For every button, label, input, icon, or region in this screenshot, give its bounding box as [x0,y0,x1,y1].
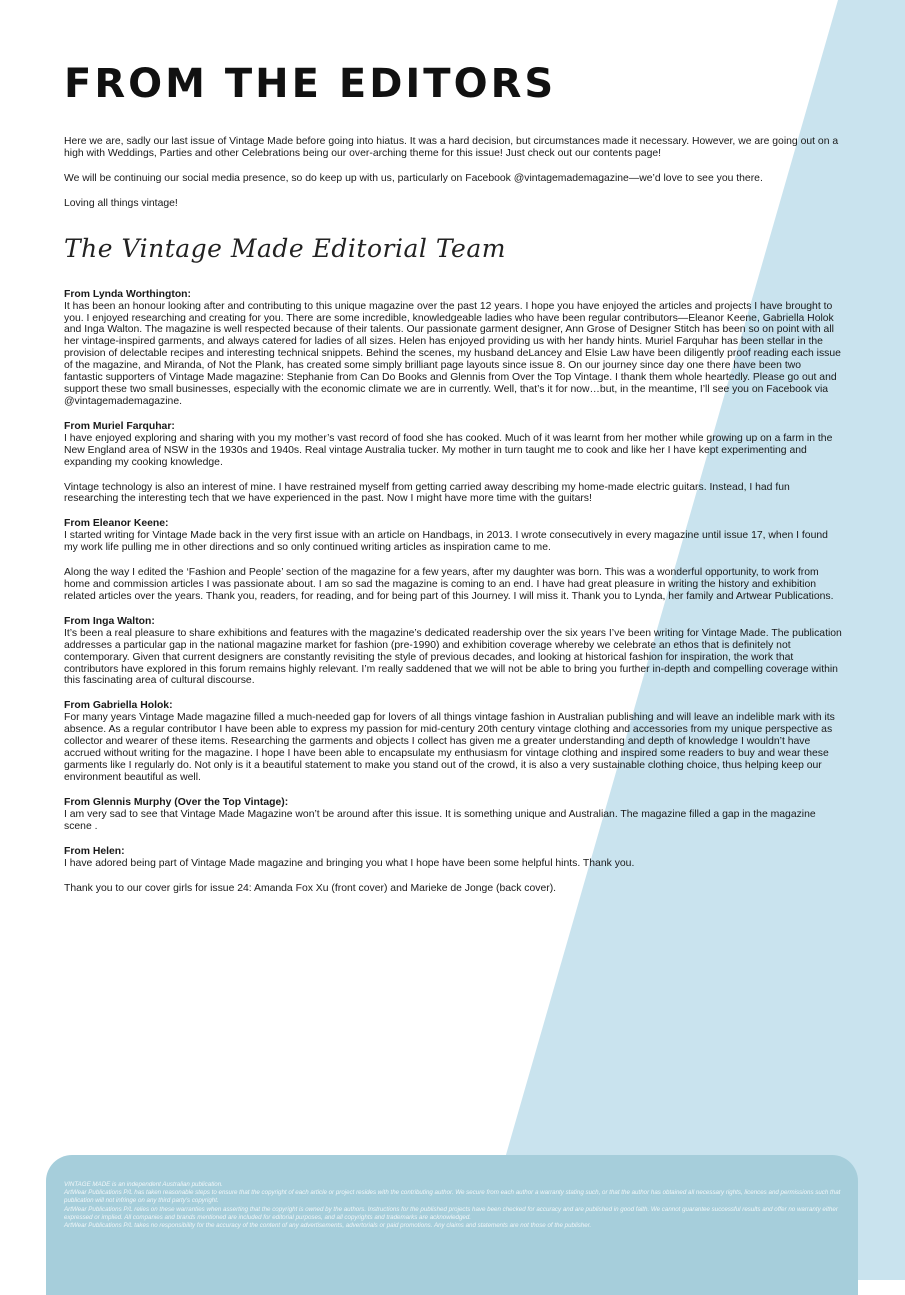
section-heading: From Inga Walton: [64,615,155,627]
publication-disclaimer-footer [46,1155,858,1295]
section-paragraph: It has been an honour looking after and contributing to this unique magazine over the past 12 years. I hope you have enjoyed the articles and projects I have brought to you. I enjoyed researching and creating for you. There are some incredible, knowledgeable ladies who have been regular contributors—Eleanor Keene, Gabriella Holok and Inga Walton. The magazine is well respected because of their talents. Our passionate garment designer, Ann Grose of Designer Stitch has been so on point with all her vintage-inspired garments, and always catered for ladies of all sizes. Helen has enjoyed providing us with her handy hints. Muriel Farquhar has been stellar in the provision of delectable recipes and interesting technical snippets. Behind the scenes, my husband deLancey and Elsie Law have been diligently proof reading each issue of the magazine, and Miranda, of Not the Plank, has created some simply brilliant page layouts since issue 8. On our journey since day one there have been two fantastic supporters of Vintage Made magazine: Stephanie from Can Do Books and Glennis from Over the Top Vintage. I thank them whole heartedly. Please go out and support these two small businesses, especially with the economic climate we are in currently. Well, that’s it for now…but, in the meantime, I’ll see you on Facebook via @vintagemademagazine. [64,300,841,407]
section-paragraph: I have enjoyed exploring and sharing with you my mother’s vast record of food she has cooked. Much of it was learnt from her mother while growing up on a farm in the New England area of NSW in the 1930s and 1940s. Real vintage Australia tucker. My mother in turn taught me to cook and like her I have kept experimenting and expanding my cooking knowledge. [64,432,833,468]
section-paragraph: I have adored being part of Vintage Made magazine and bringing you what I hope have been some helpful hints. Thank you. [64,857,635,869]
section-paragraph: Vintage technology is also an interest of mine. I have restrained myself from getting carried away describing my home-made electric guitars. Instead, I had fun researching the interesting tech that we have experienced in the past. Now I might have more time with the guitars! [64,481,790,505]
intro [64,136,842,210]
closing-note: Thank you to our cover girls for issue 24: Amanda Fox Xu (front cover) and Marieke de Jonge (back cover). [64,882,557,894]
intro-paragraph: Loving all things vintage! [64,197,178,209]
editorial-team-signature: The Vintage Made Editorial Team [64,233,506,263]
editorial-page [64,58,842,907]
section-heading: From Gabriella Holok: [64,700,173,712]
disclaimer-line: ArtWear Publications P/L relies on these warranties when asserting that the copyright is owned by the authors. Instructions for the published projects have been checked for accuracy and are published in good faith. We cannot guarantee successful results and offer no warranty either expressed or implied. All companies and brands mentioned are included for editorial purposes, and all copyrights and trademarks are acknowledged. [64,1205,838,1221]
section-muriel-farquhar [64,421,842,506]
section-paragraph: It’s been a real pleasure to share exhibitions and features with the magazine’s dedicated readership over the six years I’ve been writing for Vintage Made. The publication addresses a particular gap in the national magazine market for fashion (pre-1990) and exhibition coverage whereby we celebrate an ethos that is definitely not contemporary. Given that current designers are constantly revisiting the style of previous decades, and looking at historical fashion for inspiration, the work that contributors have explored in this forum remains highly relevant. I’m really saddened that we will not be able to bring you further in-depth and compelling coverage within this fascinating area of cultural discourse. [64,627,842,687]
intro-paragraph: We will be continuing our social media presence, so do keep up with us, particularly on Facebook @vintagemademagazine—we’d love to see you there. [64,172,763,184]
disclaimer-line: ArtWear Publications P/L has taken reasonable steps to ensure that the copyright of each article or project resides with the contributing author. We secure from each author a warranty stating such, or that the author has obtained all necessary rights, licences and permissions such that publication will not infringe on any third party’s copyright. [64,1189,841,1205]
section-heading: From Muriel Farquhar: [64,420,175,432]
section-paragraph: For many years Vintage Made magazine filled a much-needed gap for lovers of all things vintage fashion in Australian publishing and will leave an indelible mark with its absence. As a regular contributor I have been able to express my passion for mid-century 20th century vintage clothing and accessories from my unique perspective as collector and wearer of these items. Researching the garments and objects I collect has given me a greater understanding and depth of knowledge I wouldn’t have accrued without writing for the magazine. I hope I have been able to encapsulate my enthusiasm for vintage clothing and inspired some readers to buy and wear these garments like I regularly do. Not only is it a beautiful statement to make you stand out of the crowd, it is also a very sustainable clothing choice, thus helping keep our environment beautiful as well. [64,712,835,783]
section-paragraph: I started writing for Vintage Made back in the very first issue with an article on Handbags, in 2013. I wrote consecutively in every magazine until issue 17, when I found my work life pulling me in other directions and so only continued writing articles as inspiration came to me. [64,530,828,554]
intro-paragraph: Here we are, sadly our last issue of Vintage Made before going into hiatus. It was a hard decision, but circumstances made it necessary. However, we are going out on a high with Weddings, Parties and other Celebrations being our over-arching theme for this issue! Just check out our contents page! [64,136,839,159]
section-heading: From Glennis Murphy (Over the Top Vintage): [64,796,289,808]
section-lynda-worthington [64,289,842,408]
section-gabriella-holok [64,700,842,783]
section-heading: From Lynda Worthington: [64,288,191,300]
disclaimer-text [64,1181,844,1230]
section-inga-walton [64,616,842,688]
section-heading: From Helen: [64,845,125,857]
page-title: FROM THE EDITORS [64,61,557,107]
section-helen [64,846,842,870]
disclaimer-line: ArtWear Publications P/L takes no responsibility for the accuracy of the content of any advertisements, advertorials or paid promotions. Any claims and statements are not those of the publisher. [64,1222,592,1230]
section-paragraph: I am very sad to see that Vintage Made Magazine won’t be around after this issue. It is something unique and Australian. The magazine filled a gap in the magazine scene . [64,808,816,832]
section-eleanor-keene [64,518,842,603]
section-heading: From Eleanor Keene: [64,518,169,530]
section-paragraph: Along the way I edited the ‘Fashion and People’ section of the magazine for a few years, after my daughter was born. This was a wonderful opportunity, to work from home and commission articles I was passionate about. I am so sad the magazine is coming to an end. I have had great pleasure in writing the history and exhibition related articles over the years. Thank you, readers, for reading, and for being part of this Journey. I will miss it. Thank you to Lynda, her family and Artwear Publications. [64,567,834,602]
disclaimer-line: VINTAGE MADE is an independent Australian publication. [64,1181,223,1188]
section-glennis-murphy [64,797,842,833]
